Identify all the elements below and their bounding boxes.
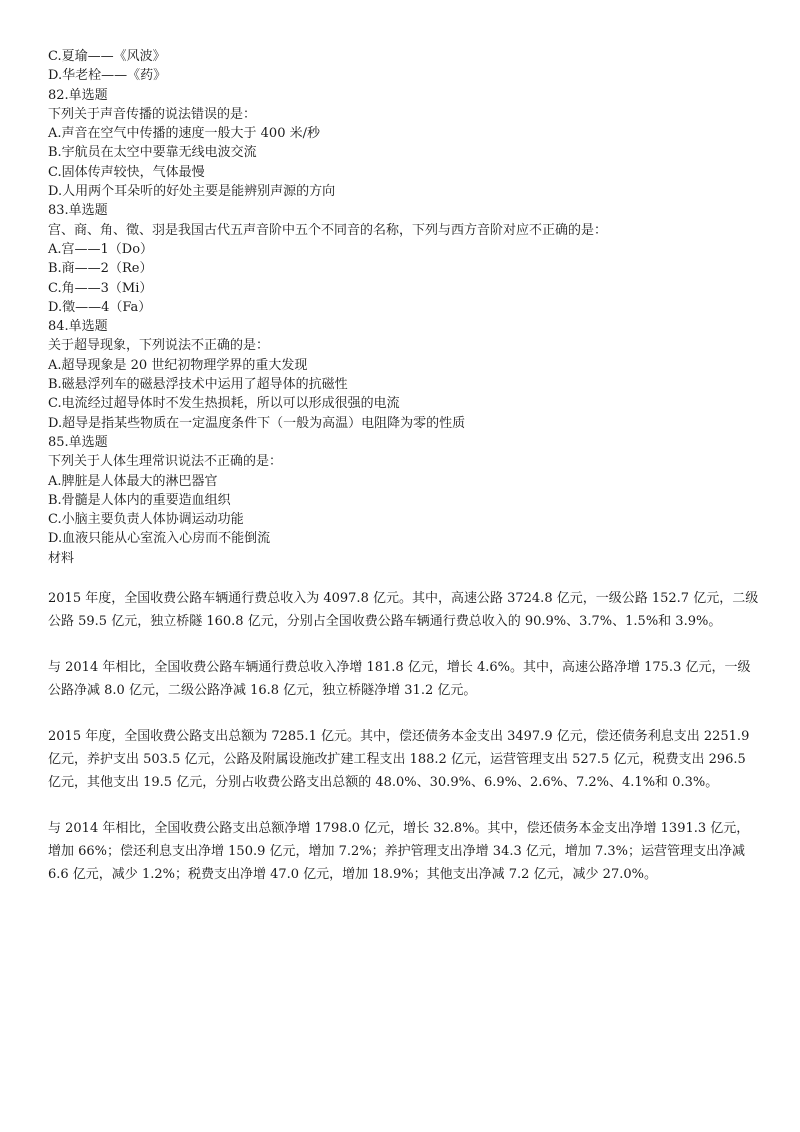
question-label: 83.单选题 [48, 203, 108, 219]
option-a: A.脾脏是人体最大的淋巴器官 [48, 473, 218, 489]
material-heading: 材料 [48, 550, 75, 566]
material-paragraph: 2015 年度，全国收费公路车辆通行费总收入为 4097.8 亿元。其中，高速公路 3724.8 亿元，一级公路 152.7 亿元，二级公路 59.5 亿元，独立桥隧 160.8 亿元，分别占全国收费公路车辆通行费总收入的 90.9%、3.7%、1.5%和 3.9%。 [48, 591, 759, 630]
question-label: 82.单选题 [48, 87, 108, 103]
question-label: 85.单选题 [48, 434, 108, 450]
option-b: B.骨髓是人体内的重要造血组织 [48, 492, 231, 508]
option-c: C.小脑主要负责人体协调运动功能 [48, 512, 244, 528]
option-d: D.华老栓——《药》 [48, 68, 167, 84]
question-stem: 下列关于人体生理常识说法不正确的是： [48, 454, 283, 470]
question-84 [48, 317, 760, 433]
question-82 [48, 86, 760, 202]
option-a: A.声音在空气中传播的速度一般大于 400 米/秒 [48, 126, 320, 142]
question-stem: 宫、商、角、徵、羽是我国古代五声音阶中五个不同音的名称，下列与西方音阶对应不正确的是： [48, 222, 608, 238]
option-c: C.电流经过超导体时不发生热损耗，所以可以形成很强的电流 [48, 396, 400, 412]
option-d: D.超导是指某些物质在一定温度条件下（一般为高温）电阻降为零的性质 [48, 415, 466, 431]
option-c: C.夏瑜——《风波》 [48, 49, 166, 64]
document-page [48, 47, 760, 886]
option-a: A.超导现象是 20 世纪初物理学界的重大发现 [48, 357, 308, 373]
material-paragraph: 与 2014 年相比，全国收费公路车辆通行费总收入净增 181.8 亿元，增长 4.6%。其中，高速公路净增 175.3 亿元，一级公路净减 8.0 亿元，二级公路净减 16.8 亿元，独立桥隧净增 31.2 亿元。 [48, 660, 751, 699]
option-b: B.宇航员在太空中要靠无线电波交流 [48, 145, 257, 161]
option-c: C.固体传声较快，气体最慢 [48, 164, 205, 180]
question-stem: 下列关于声音传播的说法错误的是： [48, 106, 257, 122]
question-stem: 关于超导现象，下列说法不正确的是： [48, 338, 270, 354]
question-83 [48, 201, 760, 317]
option-b: B.磁悬浮列车的磁悬浮技术中运用了超导体的抗磁性 [48, 377, 348, 393]
material-section [48, 549, 760, 886]
option-b: B.商——2（Re） [48, 261, 153, 277]
material-paragraph: 2015 年度，全国收费公路支出总额为 7285.1 亿元。其中，偿还债务本金支出 3497.9 亿元，偿还债务利息支出 2251.9 亿元，养护支出 503.5 亿元，公路及附属设施改扩建工程支出 188.2 亿元，运营管理支出 527.5 亿元，税费支出 296.5 亿元，其他支出 19.5 亿元，分别占收费公路支出总额的 48.0%、30.9%、6.9%、2.6%、7.2%、4.1%和 0.3%。 [48, 729, 750, 791]
question-label: 84.单选题 [48, 319, 108, 335]
question-81-tail [48, 47, 760, 86]
option-c: C.角——3（Mi） [48, 280, 153, 296]
question-85 [48, 433, 760, 549]
option-d: D.血液只能从心室流入心房而不能倒流 [48, 531, 271, 547]
material-paragraph: 与 2014 年相比，全国收费公路支出总额净增 1798.0 亿元，增长 32.8%。其中，偿还债务本金支出净增 1391.3 亿元，增加 66%；偿还利息支出净增 150.9 亿元，增加 7.2%；养护管理支出净增 34.3 亿元，增加 7.3%；运营管理支出净减 6.6 亿元，减少 1.2%；税费支出净增 47.0 亿元，增加 18.9%；其他支出净减 7.2 亿元，减少 27.0%。 [48, 821, 750, 883]
option-d: D.徵——4（Fa） [48, 299, 152, 315]
option-d: D.人用两个耳朵听的好处主要是能辨别声源的方向 [48, 184, 336, 200]
option-a: A.宫——1（Do） [48, 241, 154, 257]
